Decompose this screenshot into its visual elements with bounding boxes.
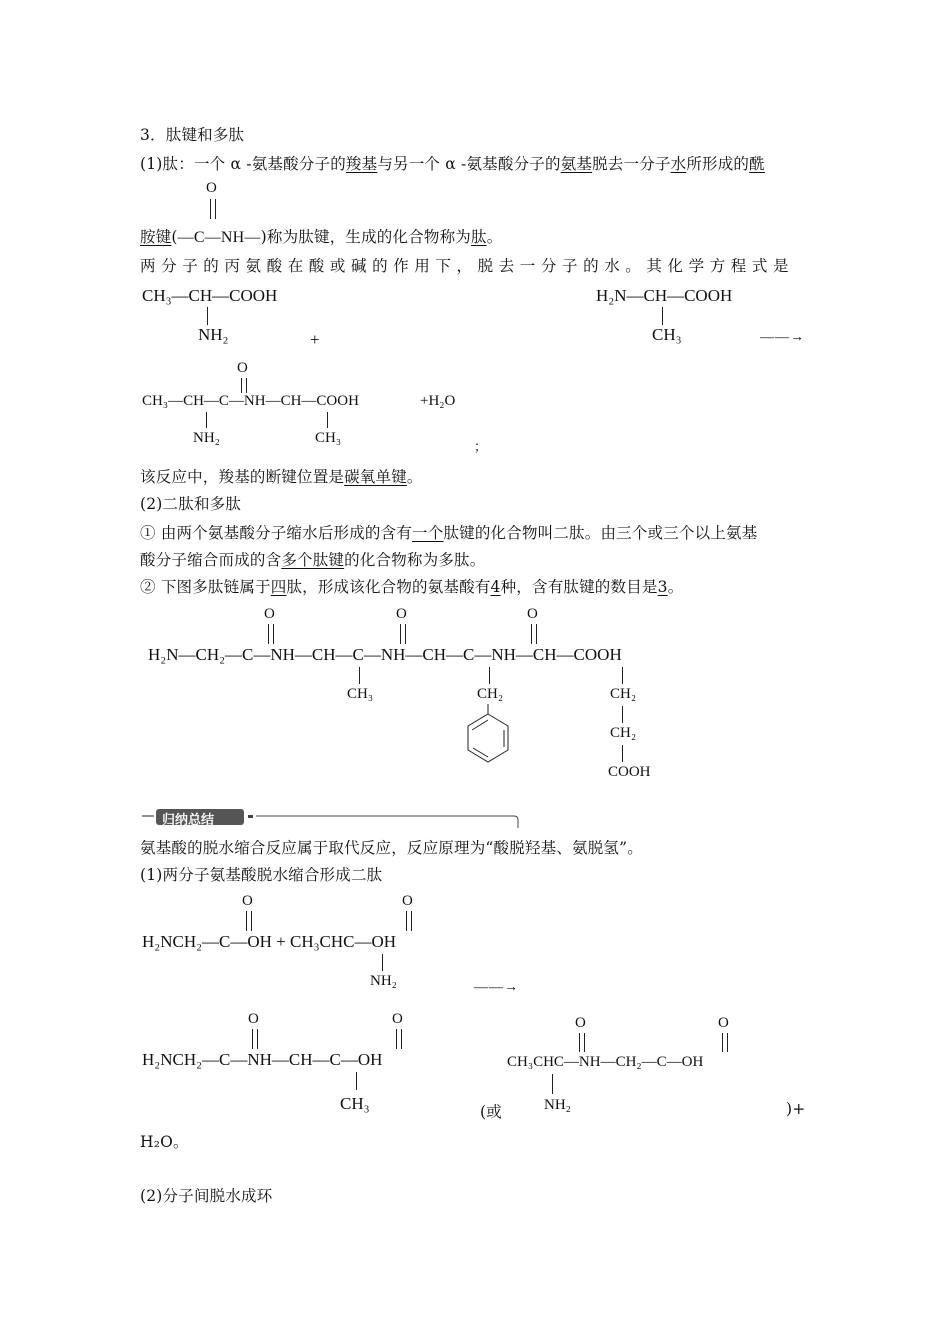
- answer-amide-2: 胺键: [140, 228, 172, 246]
- formula-alanine-1-nh2: NH₂: [198, 325, 229, 344]
- double-bond: [400, 624, 406, 644]
- double-bond: [241, 378, 247, 393]
- text: 肽键的化合物叫二肽。由三个或三个以上氨基: [443, 524, 758, 542]
- answer-4: 4: [490, 578, 501, 596]
- formula-dipeptide-ch3: CH₃: [315, 430, 342, 446]
- formula-alanine-2-ch3: CH₃: [652, 325, 682, 344]
- formula-ch2: CH₂: [477, 686, 504, 702]
- answer-multiple-bonds: 多个肽键: [281, 551, 345, 569]
- text: 。: [406, 468, 423, 486]
- summary-paragraph-ring: (2)分子间脱水成环: [140, 1187, 273, 1205]
- formula-product-2-nh2: NH₂: [544, 1097, 571, 1113]
- formula-o: O: [242, 893, 253, 909]
- formula-tetrapeptide: H₂N—CH₂—C—NH—CH—C—NH—CH—C—NH—CH—COOH: [148, 645, 622, 664]
- formula-o: O: [575, 1015, 586, 1031]
- text: ② 下图多肽链属于: [140, 578, 271, 596]
- paragraph-dipeptide-def: [140, 521, 757, 543]
- text: 酸分子缩合而成的含: [140, 551, 282, 569]
- formula-plus-water: +H₂O: [420, 393, 456, 409]
- text: 脱去一分子: [592, 155, 671, 173]
- formula-o: O: [718, 1015, 729, 1031]
- formula-ch2: CH₂: [610, 686, 637, 702]
- double-bond: [396, 1029, 402, 1049]
- formula-o: O: [248, 1011, 259, 1027]
- benzene-ring-icon: [456, 704, 520, 776]
- text: 。: [667, 578, 684, 596]
- double-bond: [246, 911, 252, 931]
- bond-line: [327, 412, 328, 428]
- formula-product-1-ch3: CH₃: [340, 1094, 370, 1113]
- semicolon: ；: [474, 440, 488, 455]
- bond-line: [622, 745, 623, 762]
- text: 所形成的: [686, 155, 750, 173]
- answer-one: 一个: [412, 524, 444, 542]
- text: 肽，形成该化合物的氨基酸有: [286, 578, 491, 596]
- bond-line: [206, 412, 207, 428]
- answer-water: 水: [670, 155, 687, 173]
- double-bond: [722, 1033, 728, 1052]
- text: (1)肽：一个 α -氨基酸分子的: [140, 155, 346, 173]
- bond-line: [489, 667, 490, 684]
- answer-3: 3: [657, 578, 668, 596]
- text: 。: [486, 228, 503, 246]
- text: (: [171, 228, 178, 246]
- paragraph-dipeptide-heading: (2)二肽和多肽: [140, 495, 242, 513]
- double-bond: [268, 624, 274, 644]
- formula-peptide-bond: —C—NH—: [177, 229, 261, 246]
- formula-dipeptide-nh2: NH₂: [193, 430, 220, 446]
- bond-line: [356, 1072, 357, 1090]
- double-bond: [210, 199, 216, 219]
- answer-four: 四: [270, 578, 287, 596]
- formula-reactant-nh2: NH₂: [370, 973, 397, 989]
- text: )称为肽键，生成的化合物称为: [260, 228, 471, 246]
- formula-o: O: [264, 606, 275, 622]
- formula-o: O: [396, 606, 407, 622]
- double-bond: [406, 911, 412, 931]
- text: 种，含有肽键的数目是: [500, 578, 658, 596]
- double-bond: [531, 624, 537, 644]
- bond-line: [207, 307, 208, 325]
- bond-line: [382, 954, 383, 971]
- answer-peptide: 肽: [471, 228, 487, 246]
- text: ① 由两个氨基酸分子缩水后形成的含有: [140, 524, 413, 542]
- paragraph-equation-intro: 两分子的丙氨酸在酸或碱的作用下，脱去一分子的水。其化学方程式是: [140, 257, 795, 275]
- formula-o: O: [527, 606, 538, 622]
- bond-line: [622, 706, 623, 723]
- formula-cooh: COOH: [608, 764, 651, 780]
- formula-ch3: CH₃: [347, 686, 374, 702]
- answer-c-o-single-bond: 碳氧单键: [344, 468, 407, 486]
- answer-amide-1: 酰: [749, 155, 765, 173]
- double-bond: [252, 1029, 258, 1049]
- bond-line: [622, 667, 623, 684]
- answer-carboxyl: 羧基: [345, 155, 378, 173]
- formula-product-2: CH₃CHC—NH—CH₂—C—OH: [507, 1054, 704, 1070]
- summary-paragraph-1: 氨基酸的脱水缩合反应属于取代反应，反应原理为“酸脱羟基、氨脱氢”。: [140, 839, 643, 857]
- formula-o: O: [392, 1011, 403, 1027]
- summary-paragraph-2: (1)两分子氨基酸脱水缩合形成二肽: [140, 866, 383, 884]
- answer-amino: 氨基: [560, 155, 593, 173]
- text: 的化合物称为多肽。: [344, 551, 486, 569]
- bond-line: [662, 307, 663, 325]
- paragraph-peptide-bond: [140, 225, 502, 247]
- formula-alanine-1: CH₃—CH—COOH: [142, 286, 278, 305]
- summary-water: H₂O。: [140, 1133, 189, 1151]
- double-bond: [579, 1033, 585, 1052]
- close-plus: )+: [786, 1100, 806, 1118]
- formula-alanine-2: H₂N—CH—COOH: [596, 286, 733, 305]
- paragraph-bond-break: [140, 465, 423, 487]
- plus-sign: +: [310, 330, 320, 349]
- paragraph-peptide-definition: [140, 152, 765, 174]
- formula-reactants: H₂NCH₂—C—OH + CH₃CHC—OH: [142, 932, 397, 951]
- or-label: (或: [480, 1103, 502, 1121]
- text: 该反应中，羧基的断键位置是: [140, 468, 345, 486]
- formula-o: O: [237, 360, 248, 376]
- bond-line: [552, 1074, 553, 1094]
- section-heading: 3．肽键和多肽: [140, 126, 245, 144]
- paragraph-polypeptide-def: [140, 548, 485, 570]
- reaction-arrow: ——→: [474, 980, 519, 995]
- formula-ch2: CH₂: [610, 725, 637, 741]
- formula-dipeptide: CH₃—CH—C—NH—CH—COOH: [142, 393, 359, 409]
- text: 与另一个 α -氨基酸分子的: [377, 155, 561, 173]
- summary-badge-label: 归纳总结: [162, 813, 215, 828]
- paragraph-tetrapeptide: [140, 575, 683, 597]
- formula-product-1: H₂NCH₂—C—NH—CH—C—OH: [142, 1050, 383, 1069]
- bond-line: [359, 667, 360, 684]
- formula-o: O: [206, 180, 217, 196]
- reaction-arrow: ——→: [760, 330, 805, 345]
- summary-header: [140, 808, 520, 830]
- formula-o: O: [402, 893, 413, 909]
